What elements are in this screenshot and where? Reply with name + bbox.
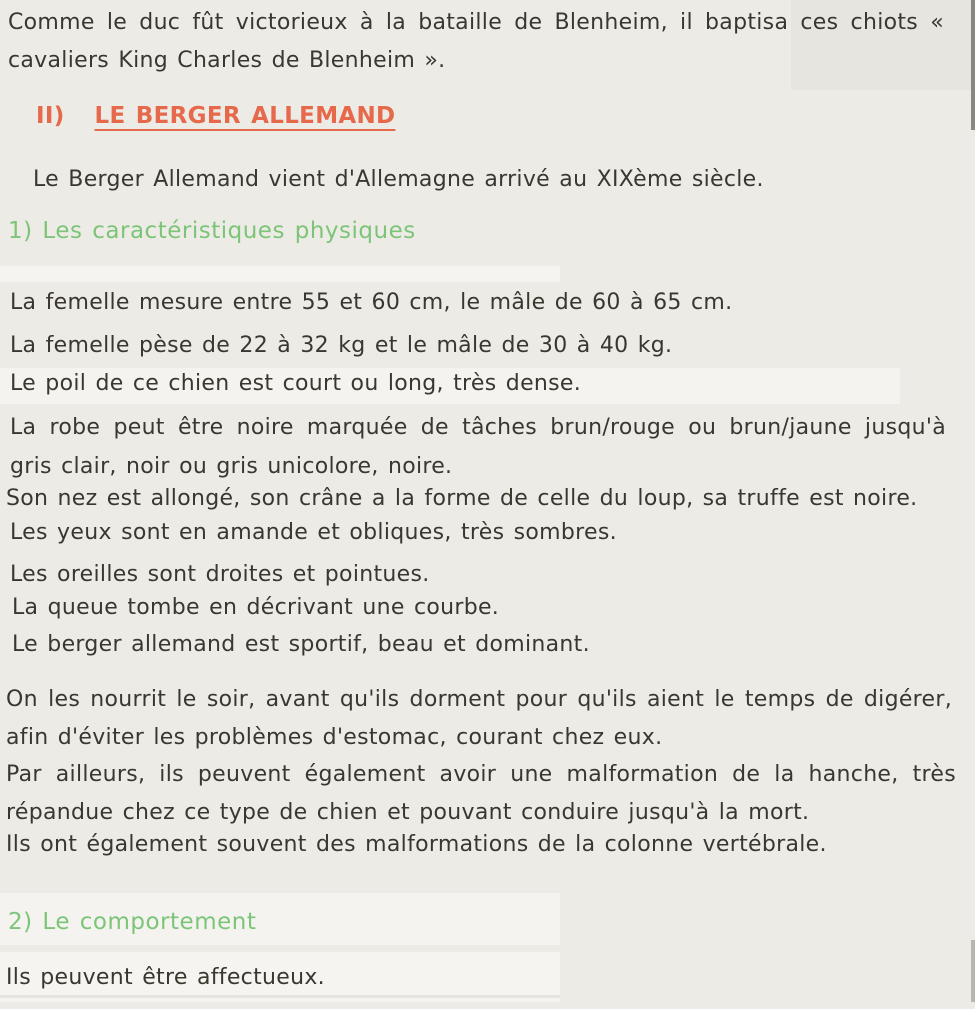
text-line-poil: Le poil de ce chien est court ou long, très dense. <box>10 371 582 396</box>
text-line-colonne: Ils ont également souvent des malformations de la colonne vertébrale. <box>6 832 827 857</box>
subsection2-title: 2) Le comportement <box>8 909 257 935</box>
scan-edge-line <box>971 0 975 130</box>
section-title: LE BERGER ALLEMAND <box>94 103 396 129</box>
text-line-caractere: Le berger allemand est sportif, beau et dominant. <box>12 632 590 657</box>
text-line-yeux: Les yeux sont en amande et obliques, très sombres. <box>10 520 617 545</box>
section-heading <box>36 103 395 129</box>
paragraph-intro: Comme le duc fût victorieux à la bataille de Blenheim, il baptisa ces chiots « cavaliers King Charles de Blenheim ». <box>8 10 944 73</box>
subsection1-title: 1) Les caractéristiques physiques <box>8 218 416 244</box>
scan-artifact-shadow-band <box>0 995 560 998</box>
text-line-nez: Son nez est allongé, son crâne a la forme de celle du loup, sa truffe est noire. <box>6 486 918 511</box>
text-line-oreilles: Les oreilles sont droites et pointues. <box>10 562 430 587</box>
section-numeral: II) <box>36 103 65 129</box>
text-line-queue: La queue tombe en décrivant une courbe. <box>12 595 500 620</box>
paragraph-origin: Le Berger Allemand vient d'Allemagne arrivé au XIXème siècle. <box>33 167 764 192</box>
paragraph-robe: La robe peut être noire marquée de tâches brun/rouge ou brun/jaune jusqu'à gris clair, noir ou gris unicolore, noire. <box>10 415 946 479</box>
paragraph-hanche: Par ailleurs, ils peuvent également avoir une malformation de la hanche, très répandue chez ce type de chien et pouvant conduire jusqu'à la mort. <box>6 762 956 825</box>
paragraph-nourriture: On les nourrit le soir, avant qu'ils dorment pour qu'ils aient le temps de digérer, afin d'éviter les problèmes d'estomac, courant chez eux. <box>6 687 952 750</box>
scan-artifact-light-strip <box>0 266 560 282</box>
text-line-taille: La femelle mesure entre 55 et 60 cm, le mâle de 60 à 65 cm. <box>10 290 733 315</box>
text-line-poids: La femelle pèse de 22 à 32 kg et le mâle de 30 à 40 kg. <box>10 333 673 358</box>
scan-edge-line <box>971 940 975 1002</box>
text-line-affectueux: Ils peuvent être affectueux. <box>6 965 325 990</box>
